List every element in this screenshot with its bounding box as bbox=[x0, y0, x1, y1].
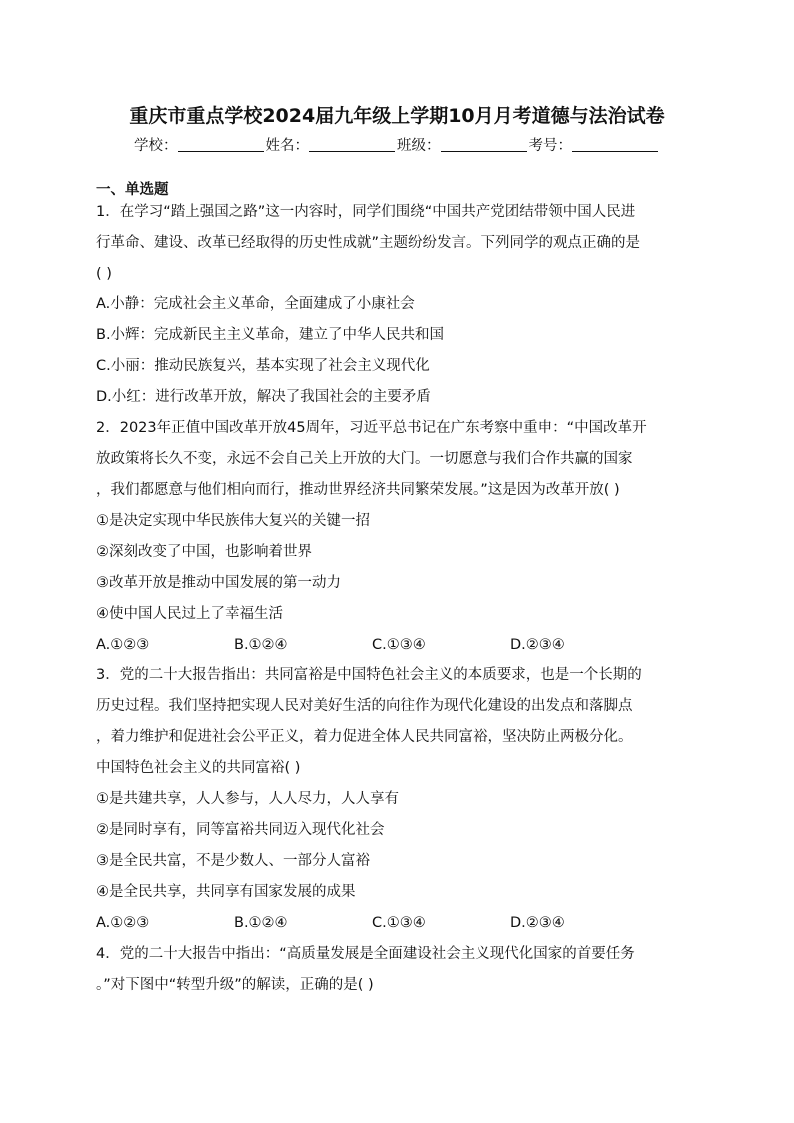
q2-line-2: 放政策将长久不变，永远不会自己关上开放的大门。一切愿意与我们合作共赢的国家 bbox=[96, 451, 633, 467]
q1-line-1: 1．在学习“踏上强国之路”这一内容时，同学们围绕“中国共产党团结带领中国人民进 bbox=[96, 204, 636, 220]
q1-option-c: C.小丽：推动民族复兴，基本实现了社会主义现代化 bbox=[96, 358, 430, 374]
q3-statement-2: ②是同时享有，同等富裕共同迈入现代化社会 bbox=[96, 822, 385, 838]
q2-option-c: C.①③④ bbox=[372, 637, 426, 653]
q3-statement-1: ①是共建共享，人人参与，人人尽力，人人享有 bbox=[96, 791, 399, 807]
q3-line-3: ，着力维护和促进社会公平正义，着力促进全体人民共同富裕，坚决防止两极分化。 bbox=[96, 729, 633, 745]
q4-line-1: 4．党的二十大报告中指出：“高质量发展是全面建设社会主义现代化国家的首要任务 bbox=[96, 946, 635, 962]
q2-line-3: ，我们都愿意与他们相向而行，推动世界经济共同繁荣发展。”这是因为改革开放( ) bbox=[96, 482, 620, 498]
school-blank[interactable] bbox=[178, 137, 264, 152]
name-blank[interactable] bbox=[309, 137, 395, 152]
q3-line-2: 历史过程。我们坚持把实现人民对美好生活的向往作为现代化建设的出发点和落脚点 bbox=[96, 698, 633, 714]
class-label: 班级： bbox=[397, 138, 441, 154]
class-blank[interactable] bbox=[441, 137, 527, 152]
q3-option-b: B.①②④ bbox=[234, 915, 288, 931]
number-label: 考号： bbox=[528, 138, 572, 154]
q3-option-c: C.①③④ bbox=[372, 915, 426, 931]
q2-statement-1: ①是决定实现中华民族伟大复兴的关键一招 bbox=[96, 513, 370, 529]
q3-statement-3: ③是全民共富，不是少数人、一部分人富裕 bbox=[96, 853, 370, 869]
q3-line-1: 3．党的二十大报告指出：共同富裕是中国特色社会主义的本质要求，也是一个长期的 bbox=[96, 667, 642, 683]
q2-statement-2: ②深刻改变了中国，也影响着世界 bbox=[96, 544, 312, 560]
q1-option-d: D.小红：进行改革开放，解决了我国社会的主要矛盾 bbox=[96, 389, 431, 405]
q1-option-a: A.小静：完成社会主义革命，全面建成了小康社会 bbox=[96, 296, 415, 312]
q1-option-b: B.小辉：完成新民主主义革命，建立了中华人民共和国 bbox=[96, 327, 445, 343]
q2-statement-3: ③改革开放是推动中国发展的第一动力 bbox=[96, 575, 341, 591]
q3-option-a: A.①②③ bbox=[96, 915, 150, 931]
q3-line-4: 中国特色社会主义的共同富裕( ) bbox=[96, 760, 301, 776]
number-blank[interactable] bbox=[572, 137, 658, 152]
q1-line-3: ( ) bbox=[96, 266, 112, 282]
exam-title: 重庆市重点学校2024届九年级上学期10月月考道德与法治试卷 bbox=[129, 105, 665, 127]
section-title: 一、单选题 bbox=[96, 182, 169, 198]
student-info-row bbox=[0, 135, 794, 157]
q1-line-2: 行革命、建设、改革已经取得的历史性成就”主题纷纷发言。下列同学的观点正确的是 bbox=[96, 235, 641, 251]
q2-option-d: D.②③④ bbox=[510, 637, 565, 653]
q2-option-a: A.①②③ bbox=[96, 637, 150, 653]
name-label: 姓名： bbox=[265, 138, 309, 154]
q4-line-2: 。”对下图中“转型升级”的解读，正确的是( ) bbox=[96, 977, 374, 993]
q2-option-b: B.①②④ bbox=[234, 637, 288, 653]
q3-option-d: D.②③④ bbox=[510, 915, 565, 931]
q2-statement-4: ④使中国人民过上了幸福生活 bbox=[96, 606, 283, 622]
q3-statement-4: ④是全民共享，共同享有国家发展的成果 bbox=[96, 884, 356, 900]
q2-line-1: 2．2023年正值中国改革开放45周年，习近平总书记在广东考察中重申：“中国改革开 bbox=[96, 420, 647, 436]
school-label: 学校： bbox=[134, 138, 178, 154]
